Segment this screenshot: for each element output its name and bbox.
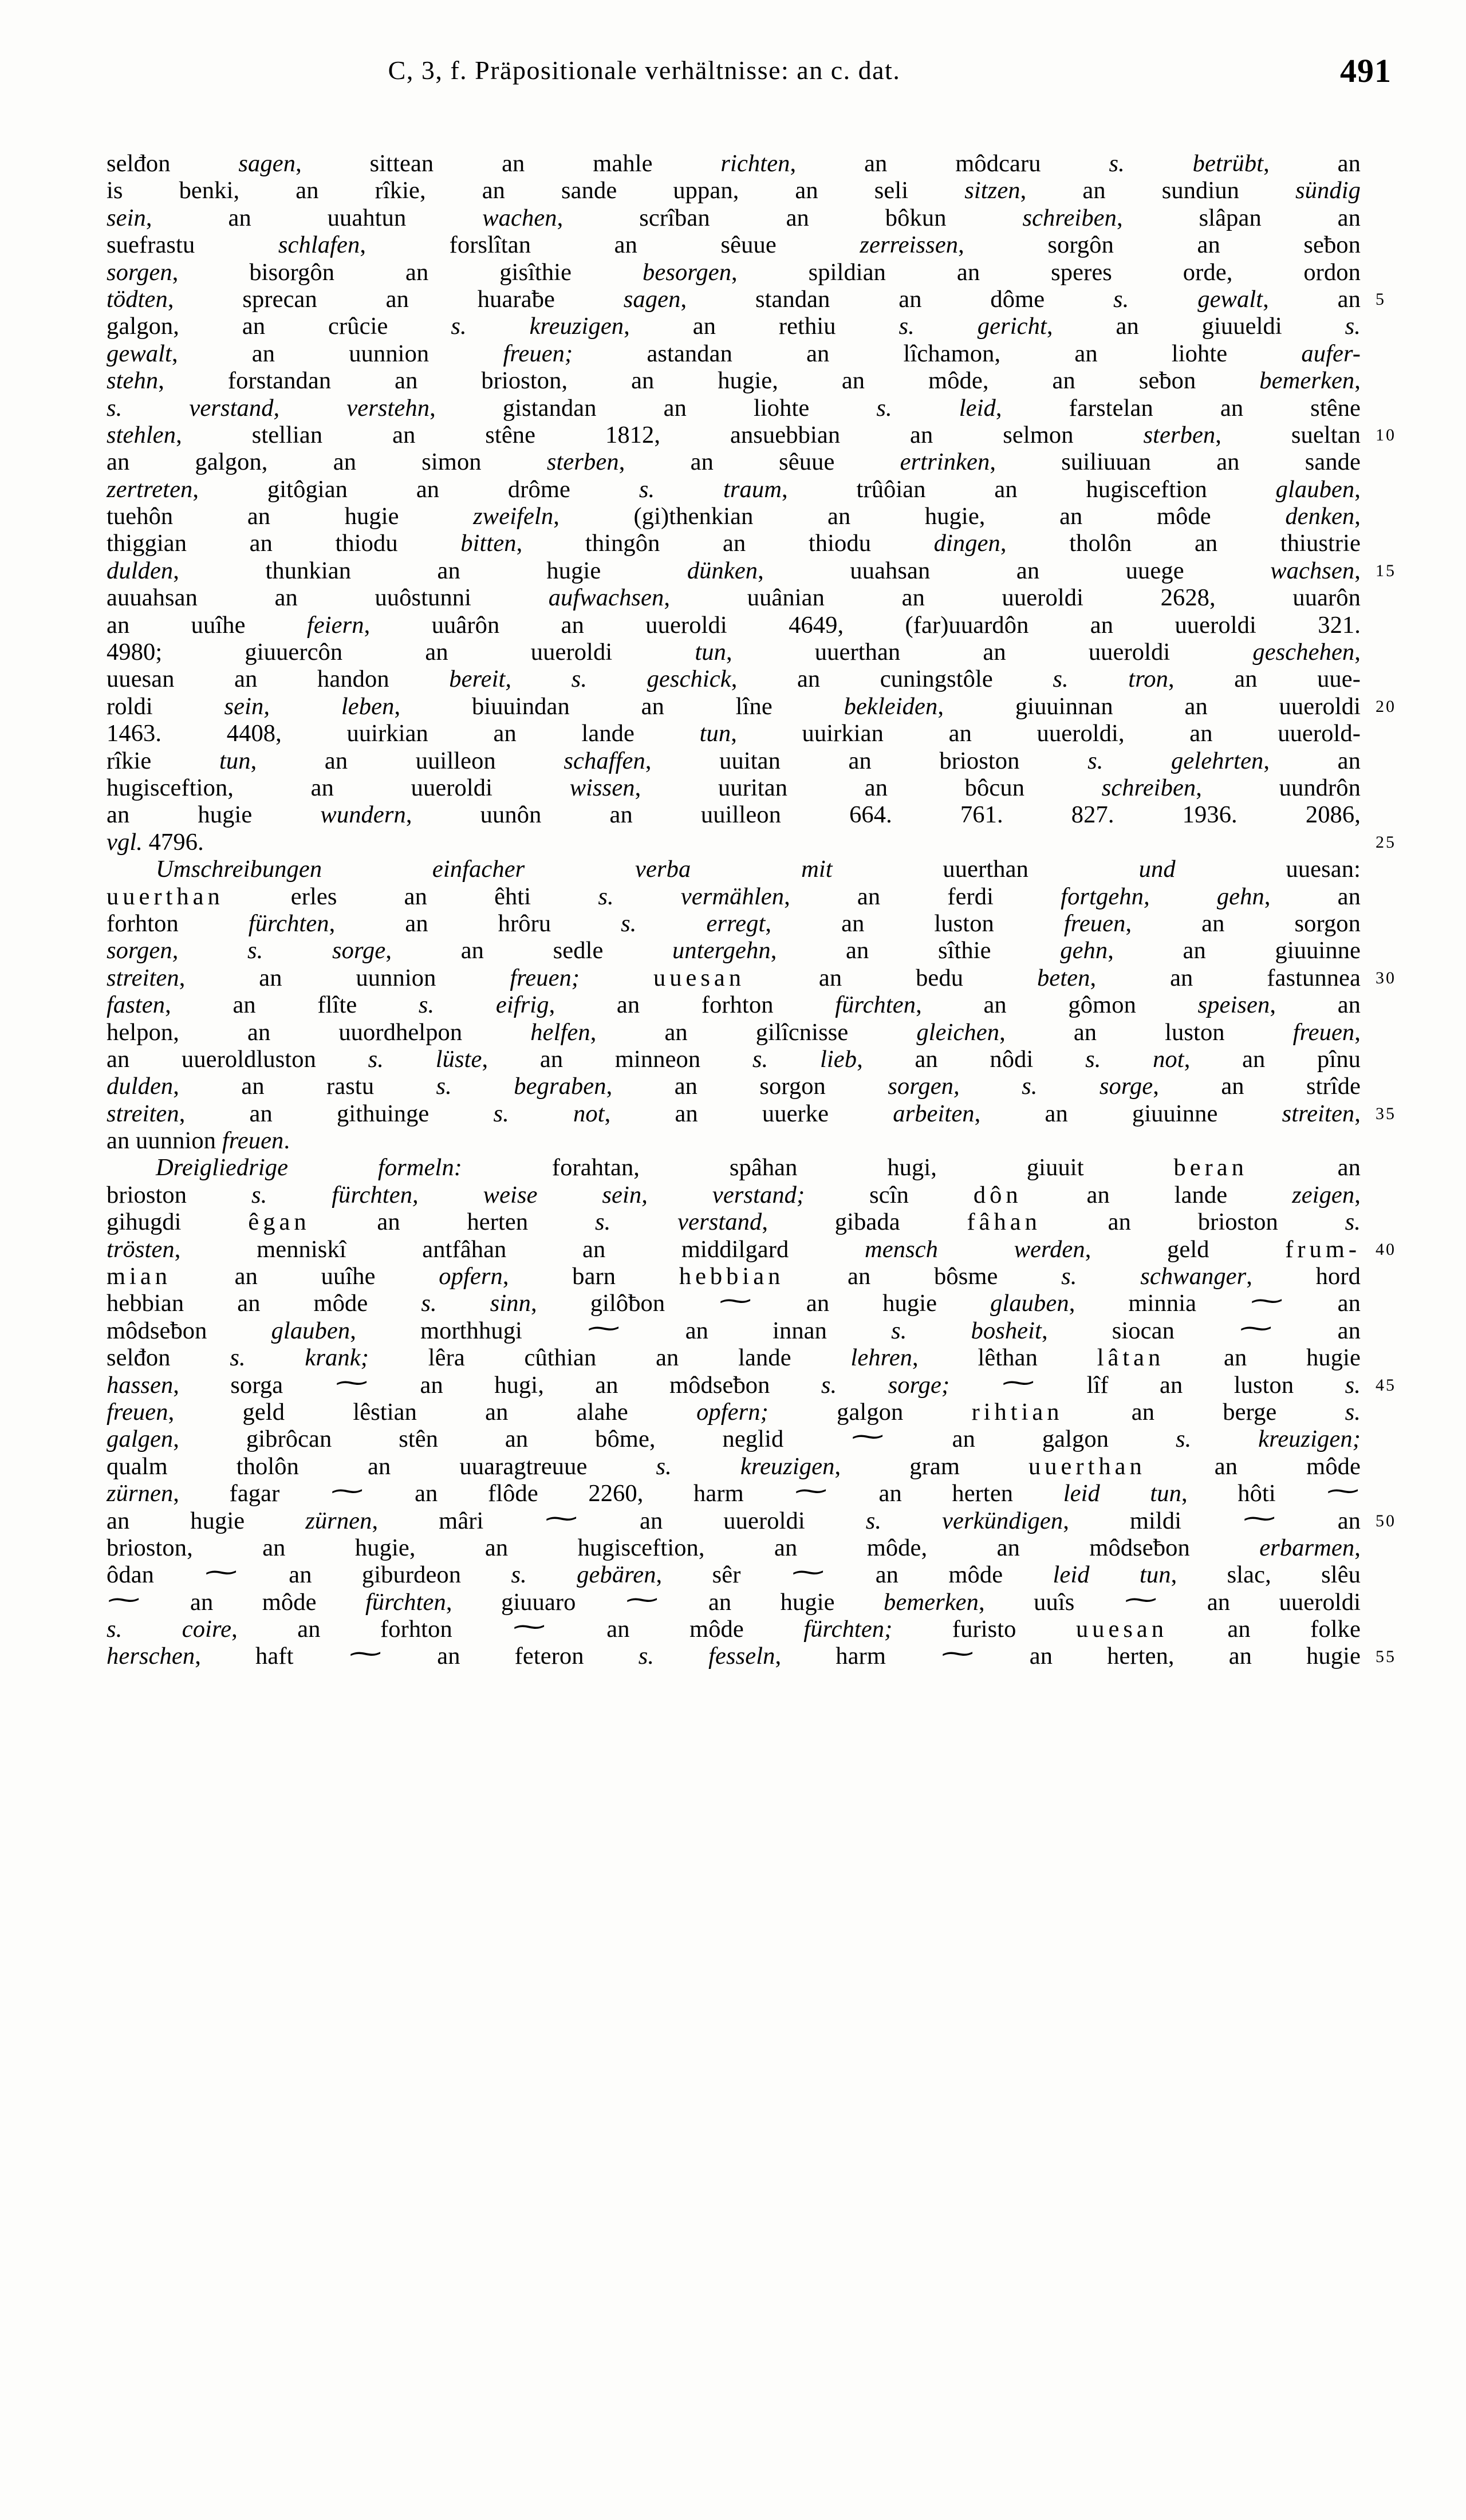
body-text bbox=[107, 150, 1396, 1670]
text-line: s. verstand, verstehn, gistandan an liohte s. leid, farstelan an stêne 10 bbox=[107, 395, 1361, 422]
text-line: is benki, an rîkie, an sande uppan, an seli sitzen, an sundiun sündig bbox=[107, 177, 1361, 204]
text-line: zürnen, fagar ⁓ an flôde 2260, harm ⁓ an herten leid tun, hôti ⁓ 50 bbox=[107, 1480, 1361, 1507]
margin-line-number: 35 bbox=[1376, 1104, 1396, 1123]
text-line: tuehôn an hugie zweifeln, (gi)thenkian an hugie, an môde denken, bbox=[107, 503, 1361, 530]
text-line: helpon, an uuordhelpon helfen, an gilîcnisse gleichen, an luston freuen, bbox=[107, 1018, 1361, 1046]
text-line: streiten, an uunnion freuen; uuesan an bedu beten, an fastunnea bbox=[107, 964, 1361, 991]
text-line: sorgen, bisorgôn an gisîthie besorgen, spildian an speres orde, ordon 5 bbox=[107, 259, 1361, 286]
text-line: thiggian an thiodu bitten, thingôn an thiodu dingen, tholôn an thiustrie 15 bbox=[107, 530, 1361, 557]
text-line: tödten, sprecan an huaraƀe sagen, standan an dôme s. gewalt, an bbox=[107, 285, 1361, 313]
text-line: forhton fürchten, an hrôru s. erregt, an luston freuen, an sorgon bbox=[107, 909, 1361, 937]
text-line: galgen, gibrôcan stên an bôme, neglid ⁓ an galgon s. kreuzigen; bbox=[107, 1423, 1361, 1453]
text-line: môdseƀon glauben, morthhugi ⁓ an innan s. bosheit, siocan ⁓ an bbox=[107, 1314, 1361, 1344]
text-line: an uuîhe feiern, uuârôn an uueroldi 4649, (far)uuardôn an uueroldi 321. bbox=[107, 611, 1361, 639]
text-line: gihugdi êgan an herten s. verstand, gibada fâhan an brioston s. 40 bbox=[107, 1208, 1361, 1235]
text-line: ⁓ an môde fürchten, giuuaro ⁓ an hugie bemerken, uuîs ⁓ an uueroldi bbox=[107, 1586, 1361, 1616]
margin-line-number: 20 bbox=[1376, 696, 1396, 716]
text-line: galgon, an crûcie s. kreuzigen, an rethiu s. gericht, an giuueldi s. bbox=[107, 313, 1361, 340]
text-line: selđon s. krank; lêra cûthian an lande lehren, lêthan lâtan an hugie 45 bbox=[107, 1344, 1361, 1371]
text-line: 1463. 4408, uuirkian an lande tun, uuirkian an uueroldi, an uuerold- bbox=[107, 720, 1361, 747]
margin-line-number: 5 bbox=[1376, 289, 1386, 309]
text-line: herschen, haft ⁓ an feteron s. fesseln, harm ⁓ an herten, an hugie bbox=[107, 1640, 1361, 1670]
margin-line-number: 50 bbox=[1376, 1511, 1396, 1530]
text-line: an hugie wundern, uunôn an uuilleon 664. 761. 827. 1936. 2086, 25 bbox=[107, 801, 1361, 828]
text-line: brioston s. fürchten, weise sein, verstand; scîn dôn an lande zeigen, bbox=[107, 1181, 1361, 1208]
text-line: stehlen, stellian an stêne 1812, ansuebbian an selmon sterben, sueltan bbox=[107, 421, 1361, 448]
margin-line-number: 25 bbox=[1376, 832, 1396, 852]
text-line: 4980; giuuercôn an uueroldi tun, uuerthan an uueroldi geschehen, bbox=[107, 639, 1361, 666]
text-line: suefrastu schlafen, forslîtan an sêuue zerreissen, sorgôn an seƀon bbox=[107, 231, 1361, 259]
margin-line-number: 45 bbox=[1376, 1375, 1396, 1395]
text-line: an hugie zürnen, mâri ⁓ an uueroldi s. verkündigen, mildi ⁓ an bbox=[107, 1505, 1361, 1534]
text-line: sein, an uuahtun wachen, scrîban an bôkun schreiben, slâpan an bbox=[107, 204, 1361, 231]
text-line: s. coire, an forhton ⁓ an môde fürchten; furisto uuesan an folke 55 bbox=[107, 1616, 1361, 1643]
text-line: vgl. 4796. bbox=[107, 828, 204, 856]
text-line: freuen, geld lêstian an alahe opfern; galgon rihtian an berge s. bbox=[107, 1398, 1361, 1426]
text-line: uuesan an handon bereit, s. geschick, an cuningstôle s. tron, an uue- 20 bbox=[107, 666, 1361, 692]
text-line: uuerthan erles an êhti s. vermählen, an ferdi fortgehn, gehn, an bbox=[107, 883, 1361, 910]
text-line: zertreten, gitôgian an drôme s. traum, trûôian an hugisceftion glauben, bbox=[107, 475, 1361, 503]
text-line: hassen, sorga ⁓ an hugi, an môdseƀon s. sorge; ⁓ lîf an luston s. bbox=[107, 1369, 1361, 1399]
running-head bbox=[0, 52, 1466, 95]
text-line: ôdan ⁓ an giburdeon s. gebären, sêr ⁓ an môde leid tun, slac, slêu bbox=[107, 1559, 1361, 1589]
text-line: stehn, forstandan an brioston, an hugie, an môde, an seƀon bemerken, bbox=[107, 367, 1361, 395]
text-line: hugisceftion, an uueroldi wissen, uuritan an bôcun schreiben, uundrôn bbox=[107, 774, 1361, 801]
text-line: an uunnion freuen. bbox=[107, 1127, 290, 1155]
text-line: streiten, an githuinge s. not, an uuerke arbeiten, an giuuinne streiten, bbox=[107, 1100, 1361, 1127]
text-line: Dreigliedrige formeln: forahtan, spâhan hugi, giuuit beran an bbox=[156, 1154, 1361, 1182]
text-line: fasten, an flîte s. eifrig, an forhton fürchten, an gômon speisen, an bbox=[107, 991, 1361, 1019]
margin-line-number: 40 bbox=[1376, 1239, 1396, 1259]
text-line: dulden, thunkian an hugie dünken, uuahsan an uuege wachsen, bbox=[107, 557, 1361, 584]
margin-line-number: 10 bbox=[1376, 425, 1396, 444]
text-line: sorgen, s. sorge, an sedle untergehn, an sîthie gehn, an giuuinne 30 bbox=[107, 937, 1361, 964]
text-line: selđon sagen, sittean an mahle richten, an môdcaru s. betrübt, an bbox=[107, 150, 1361, 177]
text-line: qualm tholôn an uuaragtreuue s. kreuzigen, gram uuerthan an môde bbox=[107, 1452, 1361, 1480]
margin-line-number: 30 bbox=[1376, 968, 1396, 987]
text-line: gewalt, an uunnion freuen; astandan an lîchamon, an liohte aufer- bbox=[107, 340, 1361, 367]
margin-line-number: 55 bbox=[1376, 1647, 1396, 1666]
text-line: Umschreibungen einfacher verba mit uuerthan und uuesan: bbox=[156, 856, 1361, 883]
running-head-title: C, 3, f. Präpositionale verhältnisse: an c. dat. bbox=[388, 56, 901, 85]
text-line: rîkie tun, an uuilleon schaffen, uuitan an brioston s. gelehrten, an bbox=[107, 747, 1361, 774]
text-line: dulden, an rastu s. begraben, an sorgon sorgen, s. sorge, an strîde 35 bbox=[107, 1073, 1361, 1100]
text-line: mian an uuîhe opfern, barn hebbian an bôsme s. schwanger, hord bbox=[107, 1263, 1361, 1290]
text-line: an galgon, an simon sterben, an sêuue ertrinken, suiliuuan an sande bbox=[107, 448, 1361, 476]
page-number: 491 bbox=[1340, 52, 1392, 89]
text-line: an uueroldluston s. lüste, an minneon s. lieb, an nôdi s. not, an pînu bbox=[107, 1045, 1361, 1073]
text-line: roldi sein, leben, biuuindan an lîne bekleiden, giuuinnan an uueroldi bbox=[107, 692, 1361, 720]
text-line: hebbian an môde s. sinn, gilôƀon ⁓ an hugie glauben, minnia ⁓ an bbox=[107, 1287, 1361, 1317]
margin-line-number: 15 bbox=[1376, 561, 1396, 580]
text-line: trösten, menniskî antfâhan an middilgard mensch werden, geld frum- bbox=[107, 1235, 1361, 1263]
text-line: auuahsan an uuôstunni aufwachsen, uuânian an uueroldi 2628, uuarôn bbox=[107, 584, 1361, 612]
text-line: brioston, an hugie, an hugisceftion, an môde, an môdseƀon erbarmen, bbox=[107, 1534, 1361, 1561]
